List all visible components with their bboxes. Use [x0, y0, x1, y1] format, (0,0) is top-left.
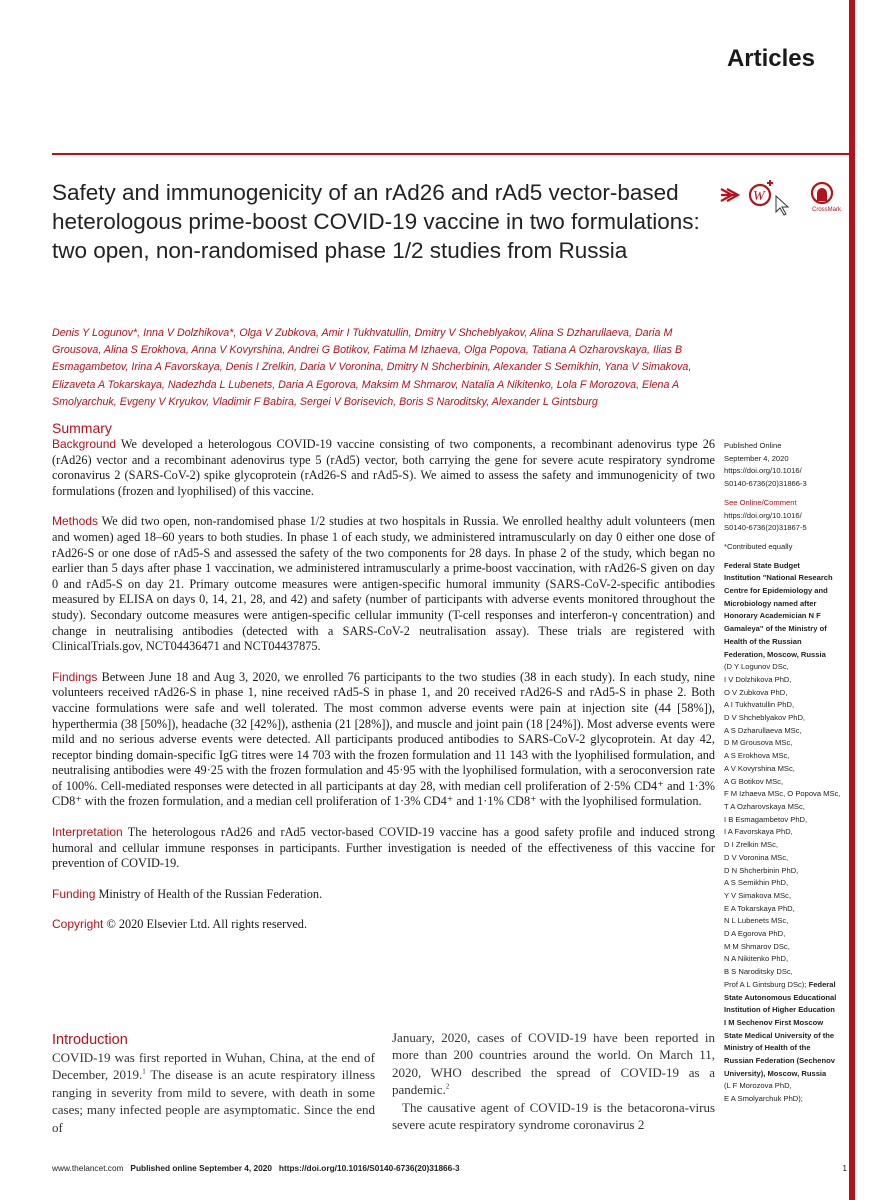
affiliation-line: State Medical University of the	[724, 1030, 835, 1040]
affiliation-line: Centre for Epidemiology and	[724, 586, 828, 596]
copyright-text: © 2020 Elsevier Ltd. All rights reserved.	[106, 917, 308, 932]
contributed-note: *Contributed equally	[724, 541, 793, 551]
affiliation-author: E A Smolyarchuk PhD);	[724, 1094, 803, 1104]
affiliation-line: Federation, Moscow, Russia	[724, 649, 826, 659]
affiliation-author: (D Y Logunov DSc,	[724, 662, 789, 672]
affiliation-line: I M Sechenov First Moscow	[724, 1017, 824, 1027]
affiliation-2-start: Federal	[806, 979, 836, 989]
footer-published: Published online September 4, 2020	[130, 1163, 272, 1173]
methods-paragraph	[52, 514, 715, 654]
site-url[interactable]: www.thelancet.com	[52, 1163, 124, 1173]
comment-link-cont[interactable]: S0140-6736(20)31867-5	[724, 523, 807, 533]
affiliation-author: A S Semikhin PhD,	[724, 878, 789, 888]
intro-text: January, 2020, cases of COVID-19 have been reported in more than 200 countries around the world. On March 11, 2020, WHO described the spread of COVID-19 as a pandemic.	[392, 1030, 715, 1098]
summary-heading: Summary	[52, 420, 112, 436]
intro-text: The causative agent of COVID-19 is the betacorona-virus severe acute respiratory syndrome coronavirus 2	[392, 1099, 715, 1133]
affiliation-1-authors	[724, 661, 849, 979]
affiliation-1	[724, 560, 849, 662]
affiliation-author: D V Voronina MSc,	[724, 852, 789, 862]
footer-doi[interactable]: https://doi.org/10.1016/S0140-6736(20)31866-3	[278, 1163, 460, 1173]
affiliation-author: N L Lubenets MSc,	[724, 916, 789, 926]
affiliation-line: Russian Federation (Sechenov	[724, 1056, 835, 1066]
findings-label: Findings	[52, 669, 98, 684]
header-rule	[52, 153, 849, 155]
affiliation-author: D I Zrelkin MSc,	[724, 840, 779, 850]
interpretation-label: Interpretation	[52, 825, 123, 840]
affiliation-author: A V Kovyrshina MSc,	[724, 763, 795, 773]
page-number: 1	[842, 1163, 847, 1173]
affiliation-author: E A Tokarskaya PhD,	[724, 903, 795, 913]
affiliation-author: D A Egorova PhD,	[724, 929, 786, 939]
affiliation-author: I B Esmagambetov PhD,	[724, 814, 808, 824]
cursor-icon	[776, 196, 788, 215]
crossmark-label: CrossMark	[812, 207, 842, 213]
background-label: Background	[52, 437, 117, 451]
findings-text: Between June 18 and Aug 3, 2020, we enrolled 76 participants to the two studies (38 in each study). In each study, nine volunteers received rAd26-S in phase 1, nine received rAd5-S in phase 1, and 20 received rAd26-S and rAd5-S in phase 2. Both vaccine formulations were safe and well tolerated. The most common adverse events were pain at injection site (44 [58%]), hyperthermia (38 [50%]), headache (32 [42%]), asthenia (21 [28%]), and muscle and joint pain (18 [24%]). Most adverse events were mild and no serious adverse events were detected. All participants produced antibodies to SARS-CoV-2 glycoprotein. At day 42, receptor binding domain-specific IgG titres were 14 703 with the frozen formulation and 11 143 with the lyophilised formulation, and neutralising antibodies were 49·25 with the frozen formulation and 45·95 with the lyophilised formulation, with a seroconversion rate of 100%. Cell-mediated responses were detected in all participants at day 28, with median cell proliferation of 2·5% CD4⁺ and 1·3% CD8⁺ with the frozen formulation, and a median cell proliferation of 1·3% CD4⁺ and 1·1% CD8⁺ with the lyophilised formulation.	[52, 669, 715, 809]
affiliation-author: M M Shmarov DSc,	[724, 941, 790, 951]
background-text: We developed a heterologous COVID-19 vaccine consisting of two components, a recombinant adenovirus type 26 (rAd26) vector and a recombinant adenovirus type 5 (rAd5) vector, both carrying the gene for severe acute respiratory syndrome coronavirus 2 (SARS-CoV-2) spike glycoprotein (rAd26-S and rAd5-S). We aimed to assess the safety and immunogenicity of two formulations (frozen and lyophilised) of this vaccine.	[52, 437, 716, 498]
web-extra-icon[interactable]	[750, 180, 773, 205]
interpretation-paragraph	[52, 825, 715, 872]
affiliation-author: N A Nikitenko PhD,	[724, 954, 789, 964]
affiliation-author: D M Grousova MSc,	[724, 738, 793, 748]
introduction-column-1	[52, 1049, 375, 1136]
affiliation-author: T A Ozharovskaya MSc,	[724, 801, 805, 811]
affiliation-author: O V Zubkova PhD,	[724, 687, 788, 697]
affiliation-author: D N Shcherbinin PhD,	[724, 865, 799, 875]
reference-1[interactable]: 1	[142, 1068, 146, 1077]
affiliation-author: I A Favorskaya PhD,	[724, 827, 793, 837]
background-paragraph	[52, 437, 715, 499]
affiliation-line: Federal State Budget	[724, 560, 800, 570]
section-heading: Articles	[726, 45, 815, 72]
affiliation-line: Institution "National Research	[724, 573, 833, 583]
affiliation-author: B S Naroditsky DSc,	[724, 967, 793, 977]
doi-link-cont[interactable]: S0140-6736(20)31866-3	[724, 479, 807, 489]
funding-text: Ministry of Health of the Russian Federation.	[98, 886, 323, 901]
article-title: Safety and immunogenicity of an rAd26 and rAd5 vector-based heterologous prime-boost COVID-19 vaccine in two formulations: two open, non-randomised phase 1/2 studies from Russia	[52, 180, 700, 263]
affiliation-author: F M Izhaeva MSc, O Popova MSc,	[724, 789, 841, 799]
affiliation-2	[724, 992, 849, 1081]
comment-link[interactable]: https://doi.org/10.1016/	[724, 510, 802, 520]
summary-section	[52, 420, 715, 948]
introduction-heading: Introduction	[52, 1032, 128, 1048]
intro-text: The disease is an acute respiratory illness ranging in severity from mild to severe, with death in some cases; many infected people are asymptomatic. Since the end of	[52, 1067, 375, 1135]
intro-text: COVID-19 was first reported in Wuhan, China, at the end of December, 2019.	[52, 1050, 375, 1083]
copyright-label: Copyright	[52, 917, 104, 932]
see-comment-label[interactable]: See Online/Comment	[724, 497, 797, 507]
affiliation-line: Ministry of Health of the	[724, 1043, 811, 1053]
crossmark-icon[interactable]	[812, 183, 832, 203]
sidebar	[724, 440, 849, 1106]
affiliation-line: Microbiology named after	[724, 598, 817, 608]
affiliation-last-line	[724, 979, 849, 992]
affiliation-author: I V Dolzhikova PhD,	[724, 674, 792, 684]
affiliation-line: Health of the Russian	[724, 636, 802, 646]
findings-paragraph	[52, 670, 715, 810]
author-list: Denis Y Logunov*, Inna V Dolzhikova*, Olga V Zubkova, Amir I Tukhvatullin, Dmitry V Shcheblyakov, Alina S Dzharullaeva, Daria M Grousova, Alina S Erokhova, Anna V Kovyrshina, Andrei G Botikov, Fatima M Izhaeva, Olga Popova, Tatiana A Ozharovskaya, Ilias B Esmagambetov, Irina A Favorskaya, Denis I Zrelkin, Daria V Voronina, Dmitry N Shcherbinin, Alexander S Semikhin, Yana V Simakova, Elizaveta A Tokarskaya, Nadezhda L Lubenets, Daria A Egorova, Maksim M Shmarov, Natalia A Nikitenko, Lola F Morozova, Elena A Smolyarchuk, Evgeny V Kryukov, Vladimir F Babira, Sergei V Borisevich, Boris S Naroditsky, Alexander L Gintsburg	[52, 327, 692, 408]
methods-text: We did two open, non-randomised phase 1/2 studies at two hospitals in Russia. We enrolled healthy adult volunteers (men and women) aged 18–60 years to both studies. In phase 1 of each study, we administered intramuscularly on day 0 either one dose of rAd26-S or one dose of rAd5-S and assessed the safety of the two components for 28 days. In phase 2 of the study, which began no earlier than 5 days after phase 1 vaccination, we administered intramuscularly a prime-boost vaccination, with rAd26-S given on day 0 and rAd5-S on day 21. Primary outcome measures were antigen-specific humoral immunity (SARS-CoV-2-specific antibodies measured by ELISA on days 0, 14, 21, 28, and 42) and safety (number of participants with adverse events monitored throughout the study). Secondary outcome measures were antigen-specific cellular immunity (T-cell responses and interferon-γ concentration) and change in neutralising antibodies (detected with a SARS-CoV-2 neutralisation assay). These trials are registered with ClinicalTrials.gov, NCT04436471 and NCT04437875.	[52, 514, 715, 654]
page-footer	[52, 1163, 849, 1173]
reference-2[interactable]: 2	[445, 1082, 450, 1091]
introduction-column-2	[392, 1029, 715, 1133]
affiliation-line: Institution of Higher Education	[724, 1005, 835, 1015]
affiliation-author: A G Botikov MSc,	[724, 776, 784, 786]
affiliation-line: Honorary Academician N F	[724, 611, 821, 621]
published-date: September 4, 2020	[724, 453, 789, 463]
funding-label: Funding	[52, 886, 96, 901]
affiliation-author: D V Shcheblyakov PhD,	[724, 713, 806, 723]
affiliation-author: A I Tukhvatullin PhD,	[724, 700, 795, 710]
funding-paragraph	[52, 887, 715, 903]
red-margin-bar	[849, 0, 855, 1200]
copyright-paragraph	[52, 917, 715, 933]
share-arrow-icon[interactable]	[721, 189, 738, 201]
published-label: Published Online	[724, 441, 782, 450]
affiliation-author: (L F Morozova PhD,	[724, 1081, 792, 1091]
interpretation-text: The heterologous rAd26 and rAd5 vector-based COVID-19 vaccine has a good safety profile and induced strong humoral and cellular immune responses in participants. Further investigation is needed of the effectiveness of this vaccine for prevention of COVID-19.	[52, 825, 715, 871]
methods-label: Methods	[52, 514, 99, 529]
svg-text:W: W	[753, 189, 765, 204]
affiliation-2-authors	[724, 1080, 849, 1105]
affiliation-author: Y V Simakova MSc,	[724, 890, 791, 900]
affiliation-line: University), Moscow, Russia	[724, 1068, 827, 1078]
affiliation-line: State Autonomous Educational	[724, 992, 837, 1002]
affiliation-author: A S Erokhova MSc,	[724, 751, 790, 761]
last-author: Prof A L Gintsburg DSc);	[724, 979, 807, 989]
doi-link[interactable]: https://doi.org/10.1016/	[724, 466, 802, 476]
affiliation-line: Gamaleya" of the Ministry of	[724, 624, 827, 634]
affiliation-author: A S Dzharullaeva MSc,	[724, 725, 802, 735]
